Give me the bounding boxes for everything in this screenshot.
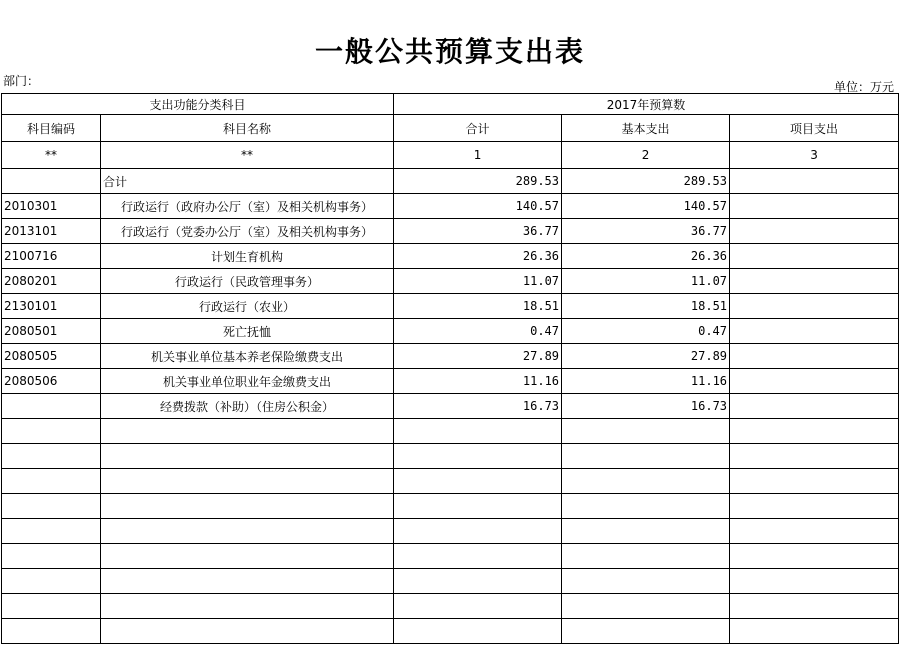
cell-project [730,594,899,619]
cell-project [730,244,899,269]
header-group-row [2,94,899,115]
cell-basic [562,469,730,494]
cell-name: 机关事业单位基本养老保险缴费支出 [101,344,394,369]
cell-total: 18.51 [394,294,562,319]
table-row [2,519,899,544]
cell-project [730,469,899,494]
table-row [2,544,899,569]
cell-code [2,469,101,494]
header-project: 项目支出 [730,115,899,142]
cell-project [730,394,899,419]
unit-label: 单位：万元 [833,80,894,94]
cell-name [101,594,394,619]
cell-project [730,444,899,469]
cell-total: 289.53 [394,169,562,194]
cell-total: 26.36 [394,244,562,269]
cell-project [730,369,899,394]
cell-basic: 18.51 [562,294,730,319]
cell-name [101,619,394,644]
cell-project [730,219,899,244]
cell-code: 2080506 [2,369,101,394]
cell-code [2,569,101,594]
cell-basic [562,619,730,644]
cell-code [2,594,101,619]
cell-project [730,169,899,194]
cell-project [730,194,899,219]
header-code: 科目编码 [2,115,101,142]
cell-basic: 11.07 [562,269,730,294]
cell-basic [562,569,730,594]
table-row [2,469,899,494]
cell-name [101,419,394,444]
cell-basic: 11.16 [562,369,730,394]
cell-total: 11.07 [394,269,562,294]
header-name: 科目名称 [101,115,394,142]
cell-project [730,294,899,319]
header-total: 合计 [394,115,562,142]
cell-project [730,569,899,594]
cell-project [730,619,899,644]
cell-name: 机关事业单位职业年金缴费支出 [101,369,394,394]
index-cell: ** [101,142,394,169]
cell-basic: 16.73 [562,394,730,419]
cell-total: 0.47 [394,319,562,344]
table-row [2,444,899,469]
cell-code [2,169,101,194]
table-row [2,244,899,269]
cell-basic [562,419,730,444]
cell-code [2,544,101,569]
cell-project [730,494,899,519]
table-row [2,369,899,394]
table-row [2,194,899,219]
table-row [2,419,899,444]
cell-total [394,569,562,594]
cell-name: 行政运行（民政管理事务） [101,269,394,294]
cell-total [394,494,562,519]
cell-name: 经费拨款（补助）（住房公积金） [101,394,394,419]
cell-basic: 27.89 [562,344,730,369]
cell-code: 2013101 [2,219,101,244]
index-cell: 3 [730,142,899,169]
cell-total [394,444,562,469]
cell-name [101,569,394,594]
cell-total: 27.89 [394,344,562,369]
cell-name: 死亡抚恤 [101,319,394,344]
index-cell: 2 [562,142,730,169]
table-row [2,269,899,294]
cell-basic: 140.57 [562,194,730,219]
cell-code: 2100716 [2,244,101,269]
index-cell: ** [2,142,101,169]
cell-total [394,519,562,544]
cell-total: 16.73 [394,394,562,419]
cell-basic [562,594,730,619]
header-group-right: 2017年预算数 [394,94,899,115]
table-row [2,169,899,194]
cell-code [2,444,101,469]
cell-code [2,419,101,444]
cell-total [394,544,562,569]
index-row [2,142,899,169]
cell-project [730,419,899,444]
cell-total [394,594,562,619]
cell-total: 140.57 [394,194,562,219]
table-row [2,394,899,419]
cell-code [2,394,101,419]
cell-code [2,494,101,519]
table-row [2,344,899,369]
table-row [2,569,899,594]
cell-name [101,444,394,469]
table-row [2,619,899,644]
cell-name [101,469,394,494]
table-row [2,319,899,344]
header-column-row [2,115,899,142]
header-basic: 基本支出 [562,115,730,142]
cell-code: 2130101 [2,294,101,319]
cell-name: 行政运行（政府办公厅（室）及相关机构事务） [101,194,394,219]
budget-table [1,93,899,644]
cell-basic [562,444,730,469]
header-group-left: 支出功能分类科目 [2,94,394,115]
table-row [2,219,899,244]
index-cell: 1 [394,142,562,169]
cell-total: 11.16 [394,369,562,394]
cell-basic: 289.53 [562,169,730,194]
cell-code: 2080201 [2,269,101,294]
cell-total [394,469,562,494]
cell-project [730,319,899,344]
table-row [2,594,899,619]
cell-total [394,619,562,644]
table-row [2,294,899,319]
cell-basic: 26.36 [562,244,730,269]
table-row [2,494,899,519]
cell-name: 行政运行（党委办公厅（室）及相关机构事务） [101,219,394,244]
cell-total [394,419,562,444]
cell-project [730,519,899,544]
cell-name [101,544,394,569]
cell-name: 计划生育机构 [101,244,394,269]
cell-name [101,519,394,544]
cell-basic [562,544,730,569]
cell-code: 2080505 [2,344,101,369]
cell-name [101,494,394,519]
cell-name: 行政运行（农业） [101,294,394,319]
cell-code [2,519,101,544]
cell-basic [562,494,730,519]
cell-project [730,544,899,569]
cell-basic [562,519,730,544]
cell-basic: 36.77 [562,219,730,244]
cell-code [2,619,101,644]
cell-total: 36.77 [394,219,562,244]
cell-project [730,344,899,369]
cell-code: 2010301 [2,194,101,219]
cell-project [730,269,899,294]
department-label: 部门： [3,74,40,88]
cell-code: 2080501 [2,319,101,344]
cell-name: 合计 [101,169,394,194]
page-title: 一般公共预算支出表 [314,35,585,68]
cell-basic: 0.47 [562,319,730,344]
